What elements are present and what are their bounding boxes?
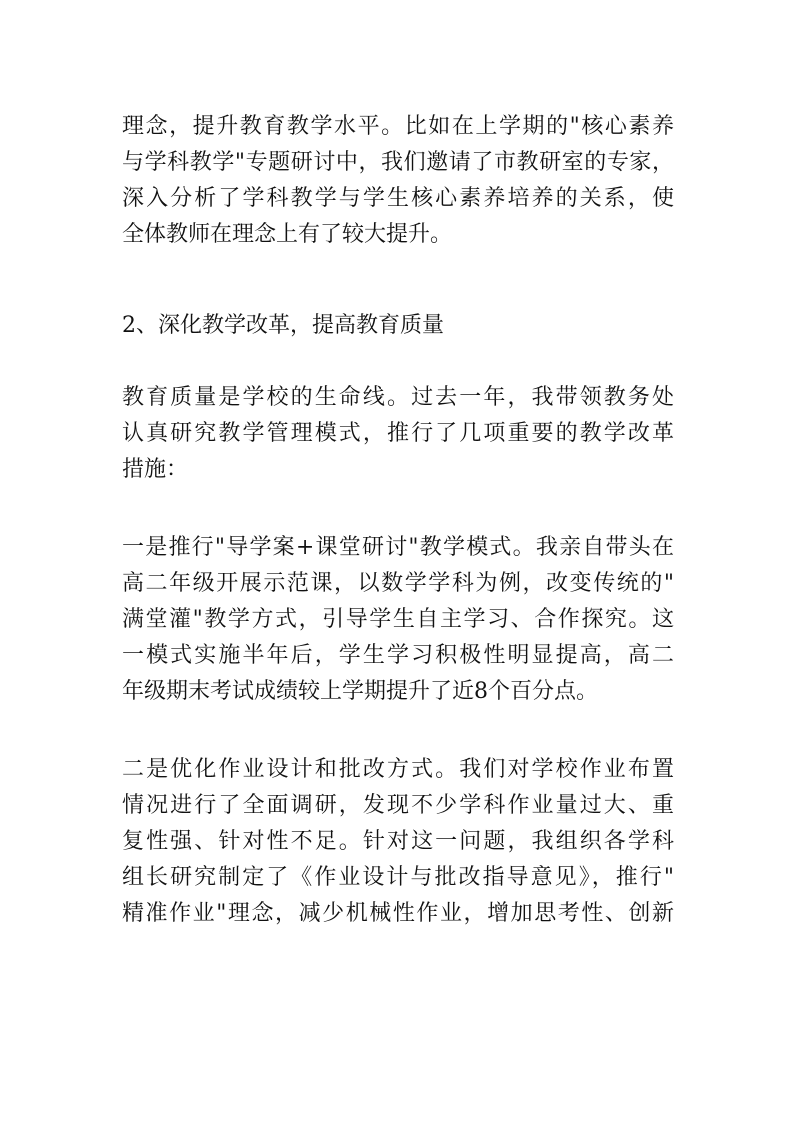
text-line: 二是优化作业设计和批改方式。我们对学校作业布置 <box>122 757 674 782</box>
text-line: 一是推行"导学案+课堂研讨"教学模式。我亲自带头在 <box>122 535 674 560</box>
text-line: 年级期末考试成绩较上学期提升了近8个百分点。 <box>122 679 598 704</box>
text-line: 教育质量是学校的生命线。过去一年，我带领教务处 <box>122 385 674 410</box>
text-line: 复性强、针对性不足。针对这一问题，我组织各学科 <box>122 829 674 854</box>
text-line: 深入分析了学科教学与学生核心素养培养的关系，使 <box>122 186 674 211</box>
text-line: 全体教师在理念上有了较大提升。 <box>122 222 453 247</box>
text-line: 情况进行了全面调研，发现不少学科作业量过大、重 <box>122 793 674 818</box>
text-line: 认真研究教学管理模式，推行了几项重要的教学改革 <box>122 421 674 446</box>
text-line: 满堂灌"教学方式，引导学生自主学习、合作探究。这 <box>122 607 674 632</box>
text-line: 组长研究制定了《作业设计与批改指导意见》，推行" <box>122 865 674 890</box>
text-line: 精准作业"理念，减少机械性作业，增加思考性、创新 <box>122 901 674 926</box>
heading-text: 2、深化教学改革，提高教育质量 <box>122 313 444 338</box>
text-line: 理念，提升教育教学水平。比如在上学期的"核心素养 <box>122 114 674 139</box>
text-line: 措施： <box>122 457 189 482</box>
text-line: 与学科教学"专题研讨中，我们邀请了市教研室的专家， <box>122 150 674 175</box>
text-line: 高二年级开展示范课，以数学学科为例，改变传统的" <box>122 571 674 596</box>
text-line: 一模式实施半年后，学生学习积极性明显提高，高二 <box>122 643 674 668</box>
